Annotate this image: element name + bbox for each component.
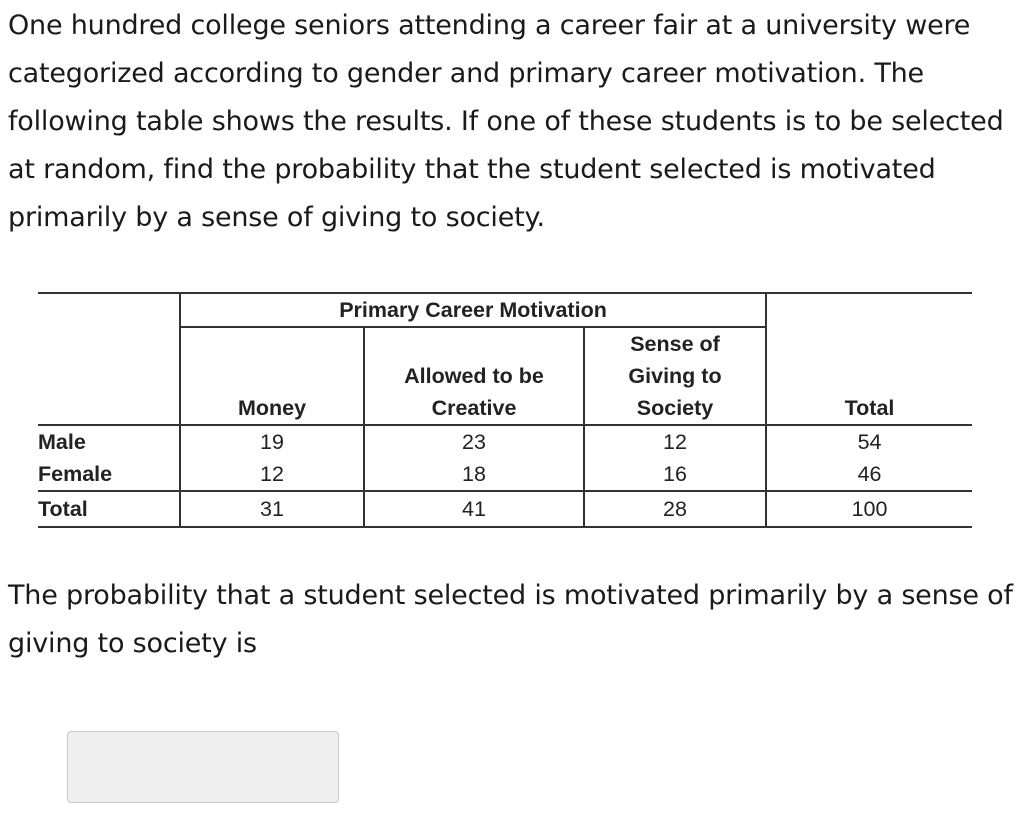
column-header-society	[584, 327, 766, 425]
question-text: One hundred college seniors attending a career fair at a university were categorized according to gender and primary career motivation. The following table shows the results. If one of these students is to be selected at random, find the probability that the student selected is motivated primarily by a sense of giving to society.	[8, 10, 1004, 233]
column-header-society-line2: Giving to	[628, 364, 722, 388]
table-row-female	[38, 458, 972, 491]
column-header-money-label: Money	[237, 396, 307, 420]
cell-female-creative: 18	[364, 458, 584, 491]
cell-total-money: 31	[180, 491, 364, 527]
column-header-creative-line2: Creative	[431, 396, 517, 420]
cell-total-total: 100	[766, 491, 972, 527]
column-header-creative-line1: Allowed to be	[404, 364, 544, 388]
cell-male-creative: 23	[364, 425, 584, 458]
cell-male-total: 54	[857, 429, 882, 454]
table-row-total	[38, 491, 972, 527]
table-corner-cell	[38, 293, 180, 327]
row-label-header	[38, 327, 180, 425]
row-label-male: Male	[38, 425, 180, 458]
table-total-header-top	[766, 293, 972, 327]
column-header-society-line1: Sense of	[630, 332, 720, 356]
column-header-money	[180, 327, 364, 425]
cell-total-society: 28	[584, 491, 766, 527]
cell-male-society: 12	[584, 425, 766, 458]
cell-female-money: 12	[180, 458, 364, 491]
answer-input[interactable]	[67, 731, 339, 803]
answer-prompt: The probability that a student selected is motivated primarily by a sense of giving to society is	[8, 580, 1013, 659]
row-label-female: Female	[38, 458, 180, 491]
contingency-table	[38, 292, 972, 528]
table-row-male	[38, 425, 972, 458]
cell-total-creative: 41	[364, 491, 584, 527]
cell-male-money: 19	[180, 425, 364, 458]
row-label-total: Total	[38, 491, 180, 527]
group-header: Primary Career Motivation	[180, 293, 766, 327]
column-header-society-line3: Society	[636, 396, 714, 420]
motivation-table	[38, 292, 972, 528]
column-header-creative	[364, 327, 584, 425]
table-column-header-row	[38, 327, 972, 425]
table-group-header-row	[38, 293, 972, 327]
cell-female-total: 46	[766, 458, 972, 491]
column-header-total	[766, 327, 972, 425]
cell-female-society: 16	[584, 458, 766, 491]
column-header-total-label: Total	[844, 396, 895, 420]
